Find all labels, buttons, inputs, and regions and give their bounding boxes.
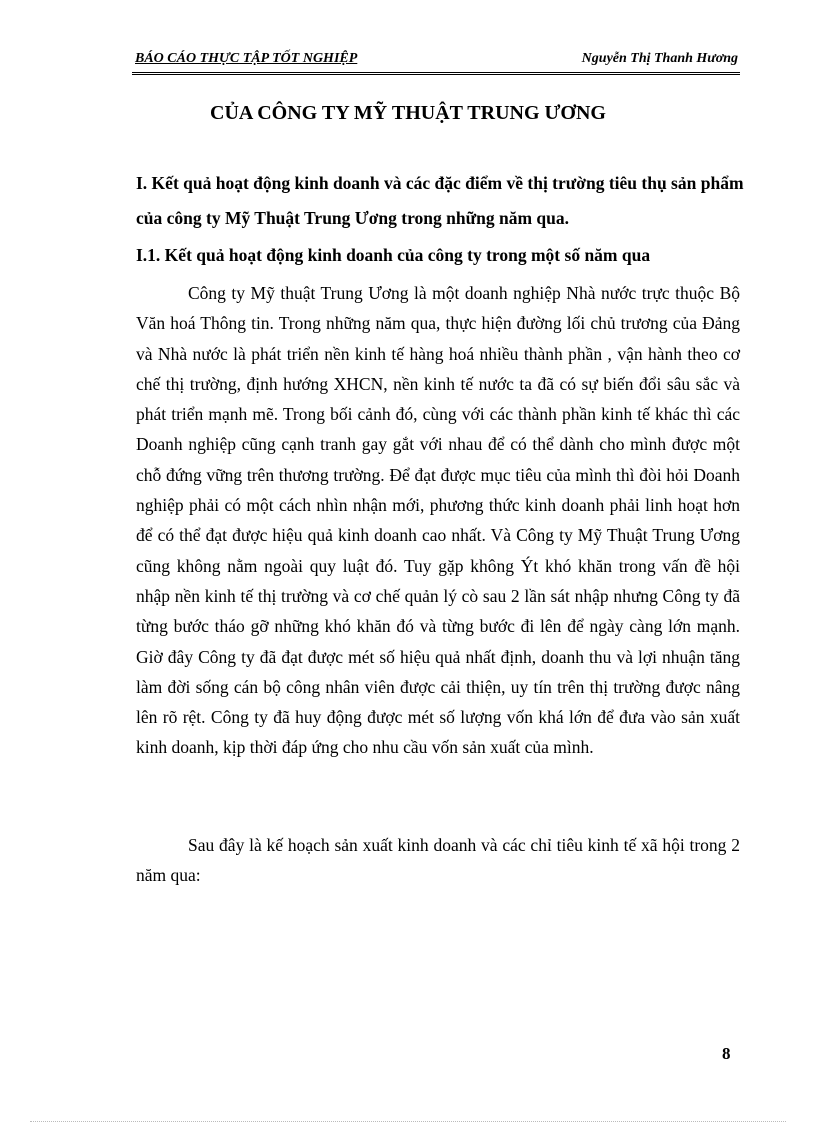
sub-heading: I.1. Kết quả hoạt động kinh doanh của công ty trong một số năm qua	[136, 245, 651, 265]
page-title: CỦA CÔNG TY MỸ THUẬT TRUNG ƯƠNG	[210, 102, 606, 124]
page-number: 8	[722, 1044, 731, 1063]
report-type-label: BÁO CÁO THỰC TẬP TỐT NGHIỆP	[135, 51, 358, 66]
body-paragraph-2: Sau đây là kế hoạch sản xuất kinh doanh và các chỉ tiêu kinh tế xã hội trong 2 năm qua:	[136, 835, 740, 886]
page-header	[132, 48, 740, 75]
section-heading: I. Kết quả hoạt động kinh doanh và các đặc điểm về thị trường tiêu thụ sản phẩm của công ty Mỹ Thuật Trung Ương trong những năm qua.	[136, 173, 744, 228]
page-bottom-divider	[30, 1121, 786, 1122]
body-paragraph-1: Công ty Mỹ thuật Trung Ương là một doanh nghiệp Nhà nước trực thuộc Bộ Văn hoá Thông tin. Trong những năm qua, thực hiện đường lối chủ trương của Đảng và Nhà nước là phát triển nền kinh tế hàng hoá nhiều thành phần , vận hành theo cơ chế thị trường, định hướng XHCN, nền kinh tế nước ta đã có sự biến đổi sâu sắc và phát triển mạnh mẽ. Trong bối cảnh đó, cùng với các thành phần kinh tế khác thì các Doanh nghiệp cũng cạnh tranh gay gắt với nhau để có thể dành cho mình được một chỗ đứng vững trên thương trường. Để đạt được mục tiêu của mình thì đòi hỏi Doanh nghiệp phải có một cách nhìn nhận mới, phương thức kinh doanh phải linh hoạt hơn để có thể đạt được hiệu quả kinh doanh cao nhất. Và Công ty Mỹ Thuật Trung Ương cũng không nằm ngoài quy luật đó. Tuy gặp không Ýt khó khăn trong vấn đề hội nhập nền kinh tế thị trường và cơ chế quản lý cò sau 2 lần sát nhập nhưng Công ty đã từng bước tháo gỡ những khó khăn đó và từng bước đi lên để ngày càng lớn mạnh. Giờ đây Công ty đã đạt được mét số hiệu quả nhất định, doanh thu và lợi nhuận tăng làm đời sống cán bộ công nhân viên được cải thiện, uy tín trên thị trường được nâng lên rõ rệt. Công ty đã huy động được mét số lượng vốn khá lớn để đưa vào sản xuất kinh doanh, kịp thời đáp ứng cho nhu cầu vốn sản xuất của mình.	[136, 283, 740, 758]
author-name: Nguyễn Thị Thanh Hương	[581, 51, 738, 66]
